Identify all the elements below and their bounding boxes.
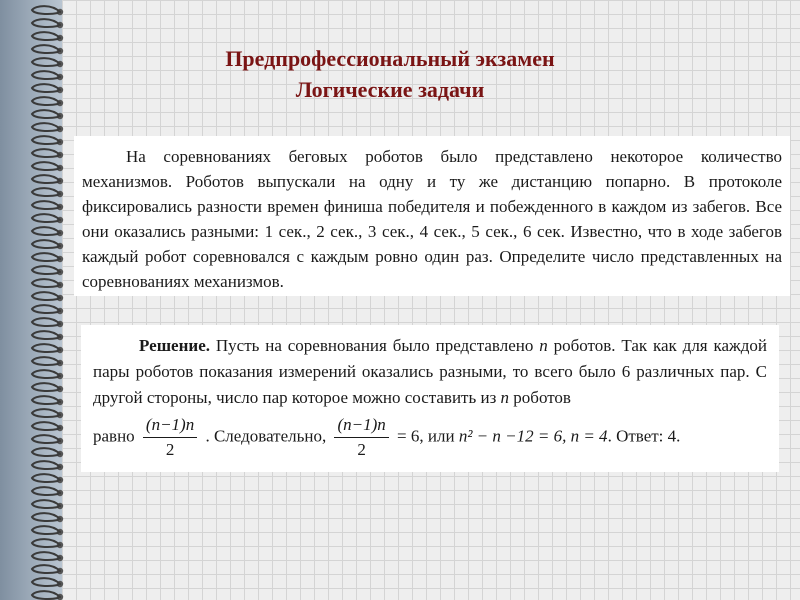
spiral-ring — [32, 188, 60, 196]
spiral-ring — [32, 136, 60, 144]
spiral-ring — [32, 149, 60, 157]
spiral-ring — [32, 123, 60, 131]
fraction-denominator: 2 — [357, 440, 366, 459]
equation-result: n = 4 — [570, 426, 608, 446]
solution-text-1: Пусть на соревнования было представлено — [215, 336, 534, 355]
spiral-ring — [32, 318, 60, 326]
spiral-ring — [32, 71, 60, 79]
spiral-ring — [32, 461, 60, 469]
spiral-ring — [32, 32, 60, 40]
spiral-ring — [32, 591, 60, 599]
spiral-ring — [32, 84, 60, 92]
spiral-ring — [32, 578, 60, 586]
spiral-ring — [32, 344, 60, 352]
equation-middle: . Следовательно, — [205, 426, 327, 446]
spiral-ring — [32, 500, 60, 508]
fraction-numerator: (n−1)n — [334, 413, 388, 438]
spiral-ring — [32, 487, 60, 495]
spiral-ring — [32, 110, 60, 118]
spiral-ring — [32, 19, 60, 27]
spiral-ring — [32, 409, 60, 417]
variable-n: n — [539, 336, 548, 355]
spiral-ring — [32, 552, 60, 560]
answer-text: . Ответ: 4. — [607, 426, 681, 446]
spiral-ring — [32, 201, 60, 209]
spiral-ring — [32, 539, 60, 547]
spiral-ring — [32, 58, 60, 66]
spiral-ring — [32, 279, 60, 287]
spiral-ring — [32, 45, 60, 53]
spiral-ring — [32, 513, 60, 521]
spiral-ring — [32, 370, 60, 378]
fraction-denominator: 2 — [165, 440, 175, 459]
spiral-ring — [32, 474, 60, 482]
fraction-numerator: (n−1)n — [143, 413, 197, 438]
spiral-ring — [32, 266, 60, 274]
problem-text: На соревнованиях беговых роботов было представлено некоторое количество механизмов. Роботов выпускали на одну и ту же дистанцию попарно. В протоколе фиксировались разности времен финиша победителя и побежденного в каждом из забегов. Все они оказались разными: 1 сек., 2 сек., 3 сек., 4 сек., 5 сек., 6 сек. Известно, что в ходе забегов каждый робот соревновался с каждым ровно один раз. Определите число представленных на соревнованиях механизмов. — [82, 147, 782, 291]
solution-text-3: роботов — [513, 388, 571, 407]
fraction — [334, 413, 388, 462]
solution-paragraph — [93, 333, 767, 411]
quadratic-equation: n² − n −12 = 6, — [458, 426, 567, 446]
fraction — [143, 413, 197, 462]
solution-box — [81, 325, 779, 472]
equation-line — [93, 413, 767, 462]
spiral-ring — [32, 396, 60, 404]
spiral-ring — [32, 227, 60, 235]
spiral-ring — [32, 435, 60, 443]
spiral-ring — [32, 6, 60, 14]
equation-after: = 6, или — [397, 426, 455, 446]
title-line-1: Предпрофессиональный экзамен — [225, 46, 555, 71]
spiral-ring — [32, 448, 60, 456]
spiral-ring — [32, 305, 60, 313]
spiral-ring — [32, 331, 60, 339]
solution-label: Решение. — [139, 336, 210, 355]
spiral-binding-icon — [22, 0, 70, 600]
spiral-ring — [32, 240, 60, 248]
slide-title — [140, 44, 640, 106]
solution-text-2: роботов. Так как для каждой пары роботов показания измерений оказались разными, то всего было 6 различных пар. С другой стороны, число пар которое можно составить из — [93, 336, 768, 407]
spiral-ring — [32, 565, 60, 573]
spiral-ring — [32, 162, 60, 170]
variable-n: n — [500, 388, 510, 407]
spiral-ring — [32, 422, 60, 430]
spiral-ring — [32, 526, 60, 534]
spiral-ring — [32, 357, 60, 365]
spiral-ring — [32, 292, 60, 300]
spiral-ring — [32, 383, 60, 391]
spiral-ring — [32, 214, 60, 222]
spiral-ring — [32, 253, 60, 261]
equation-prefix: равно — [93, 426, 135, 446]
spiral-ring — [32, 97, 60, 105]
title-line-2: Логические задачи — [295, 76, 485, 102]
spiral-ring — [32, 175, 60, 183]
problem-box — [74, 136, 790, 296]
